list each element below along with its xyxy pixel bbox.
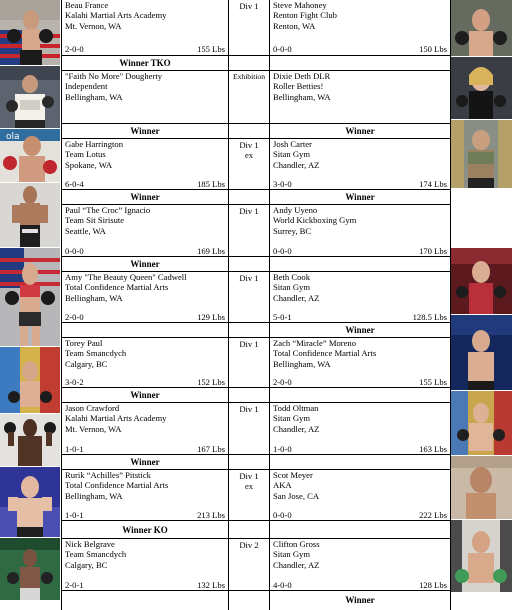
division-label: Div 1 xyxy=(239,1,259,11)
fighter-weight: 129 Lbs xyxy=(197,311,225,322)
fighter-city: Chandler, AZ xyxy=(273,423,320,434)
division-sublabel: ex xyxy=(244,150,254,160)
fighter-city: Chandler, AZ xyxy=(273,292,320,303)
division-cell xyxy=(229,205,270,257)
fighter-weight: 213 Lbs xyxy=(197,509,225,520)
left-fighter-cell xyxy=(62,403,229,455)
division-cell xyxy=(229,403,270,455)
result-mid xyxy=(229,455,270,470)
bout-row xyxy=(62,402,450,455)
svg-text:ola: ola xyxy=(6,132,20,142)
right-fighter-cell xyxy=(270,139,450,190)
fighter-team: Team Smancdych xyxy=(65,348,127,359)
fighter-photo-beth-cook xyxy=(450,248,512,314)
fighter-team: Total Confidence Martial Arts xyxy=(65,282,169,293)
fighter-city: Mt. Vernon, WA xyxy=(65,423,122,434)
fighter-team: Kalahi Martial Arts Academy xyxy=(65,10,167,21)
fighter-record: 1-0-0 xyxy=(273,443,292,454)
result-row xyxy=(62,454,450,470)
result-right xyxy=(270,257,450,272)
fighter-weight: 170 Lbs xyxy=(419,245,447,256)
division-cell xyxy=(229,71,270,124)
fighter-weight: 222 Lbs xyxy=(419,509,447,520)
division-label: Div 1 xyxy=(239,140,259,150)
fighter-record: 3-0-2 xyxy=(65,376,84,387)
fighter-name: Andy Uyeno xyxy=(273,205,318,215)
fighter-name: Jason Crawford xyxy=(65,403,120,413)
fighter-weight: 128 Lbs xyxy=(419,579,447,590)
left-fighter-cell xyxy=(62,205,229,257)
fighter-name: Zach “Miracle” Moreno xyxy=(273,338,357,348)
result-mid xyxy=(229,323,270,338)
division-cell xyxy=(229,139,270,190)
fighter-photo-nick-belgrave xyxy=(0,538,60,600)
division-label: Div 1 xyxy=(239,471,259,481)
result-mid xyxy=(229,521,270,539)
fighter-photo-amy-cadwell xyxy=(0,248,60,346)
fighter-record: 1-0-1 xyxy=(65,443,84,454)
fighter-weight: 155 Lbs xyxy=(197,43,225,54)
fighter-photo-jason-crawford xyxy=(0,414,60,466)
left-fighter-cell xyxy=(62,470,229,521)
fighter-record: 5-0-1 xyxy=(273,311,292,322)
division-cell xyxy=(229,470,270,521)
fighter-team: World Kickboxing Gym xyxy=(273,215,357,226)
fighter-weight: 128.5 Lbs xyxy=(412,311,447,322)
fighter-name: Gabe Harrington xyxy=(65,139,123,149)
fighter-name: Josh Carter xyxy=(273,139,312,149)
fighter-photo-dougherty xyxy=(0,66,60,128)
bout-row xyxy=(62,138,450,190)
result-left: Winner xyxy=(62,124,229,139)
result-left: Winner xyxy=(62,455,229,470)
right-fighter-cell xyxy=(270,0,450,55)
result-right xyxy=(270,455,450,470)
fighter-city: Bellingham, WA xyxy=(65,490,123,501)
result-row xyxy=(62,256,450,272)
result-mid xyxy=(229,124,270,139)
fighter-photo-gabe-harrington xyxy=(0,129,60,182)
fighter-record: 0-0-0 xyxy=(65,245,84,256)
left-fighter-cell xyxy=(62,139,229,190)
result-left xyxy=(62,323,229,338)
division-label: Div 1 xyxy=(239,404,259,414)
fighter-team: Sitan Gym xyxy=(273,149,311,160)
fighter-record: 2-0-0 xyxy=(273,376,292,387)
fighter-photo-scot-meyer xyxy=(450,456,512,519)
fighter-city: Chandler, AZ xyxy=(273,159,320,170)
fighter-team: Independent xyxy=(65,81,108,92)
fighter-record: 0-0-0 xyxy=(273,245,292,256)
bout-table xyxy=(61,0,451,610)
fighter-photo-josh-carter xyxy=(450,120,512,188)
division-sublabel: ex xyxy=(244,481,254,491)
result-mid xyxy=(229,591,270,610)
result-right xyxy=(270,56,450,71)
result-mid xyxy=(229,257,270,272)
fighter-city: Mt. Vernon, WA xyxy=(65,20,122,31)
result-right xyxy=(270,388,450,403)
fighter-name: Beau France xyxy=(65,0,109,10)
fighter-weight: 169 Lbs xyxy=(197,245,225,256)
right-fighter-cell xyxy=(270,205,450,257)
fighter-name: Torey Paul xyxy=(65,338,103,348)
left-fighter-cell xyxy=(62,71,229,124)
result-row xyxy=(62,520,450,539)
fighter-team: Sitan Gym xyxy=(273,413,311,424)
fighter-record: 6-0-4 xyxy=(65,178,84,189)
fighter-name: Paul “The Croc” Ignacio xyxy=(65,205,151,215)
fighter-city: Surrey, BC xyxy=(273,225,312,236)
right-fighter-cell xyxy=(270,272,450,323)
division-cell xyxy=(229,539,270,591)
bout-row xyxy=(62,469,450,521)
fighter-name: Clifton Gross xyxy=(273,539,320,549)
result-row xyxy=(62,590,450,610)
fighter-record: 3-0-0 xyxy=(273,178,292,189)
fighter-photo-rurik-pitstick xyxy=(0,467,60,537)
left-fighter-cell xyxy=(62,539,229,591)
fighter-photo-clifton-gross xyxy=(450,520,512,592)
result-row xyxy=(62,123,450,139)
division-label: Div 2 xyxy=(239,540,259,550)
left-fighter-cell xyxy=(62,338,229,388)
fighter-photo-torey-paul xyxy=(0,347,60,413)
right-fighter-cell xyxy=(270,71,450,124)
right-fighter-cell xyxy=(270,539,450,591)
result-right: Winner xyxy=(345,126,375,136)
fighter-team: AKA xyxy=(273,480,292,491)
fighter-weight: 185 Lbs xyxy=(197,178,225,189)
right-fighter-cell xyxy=(270,470,450,521)
division-label: Div 1 xyxy=(239,206,259,216)
fighter-team: Renton Fight Club xyxy=(273,10,337,21)
fighter-record: 4-0-0 xyxy=(273,579,292,590)
fighter-name: Nick Belgrave xyxy=(65,539,115,549)
result-right xyxy=(270,521,450,539)
division-label: Div 1 xyxy=(239,273,259,283)
fighter-weight: 155 Lbs xyxy=(419,376,447,387)
fighter-weight: 163 Lbs xyxy=(419,443,447,454)
result-left: Winner TKO xyxy=(62,56,229,71)
left-fighter-cell xyxy=(62,272,229,323)
fighter-weight: 150 Lbs xyxy=(419,43,447,54)
result-row xyxy=(62,387,450,403)
fighter-city: Renton, WA xyxy=(273,20,316,31)
fighter-record: 2-0-1 xyxy=(65,579,84,590)
fighter-city: Bellingham, WA xyxy=(65,91,123,102)
fighter-city: Chandler, AZ xyxy=(273,559,320,570)
fighter-record: 2-0-0 xyxy=(65,43,84,54)
fighter-photo-steve-mahoney xyxy=(450,0,512,56)
result-left: Winner xyxy=(62,388,229,403)
fighter-weight: 152 Lbs xyxy=(197,376,225,387)
fighter-city: Calgary, BC xyxy=(65,559,108,570)
division-cell xyxy=(229,272,270,323)
fighter-record: 0-0-0 xyxy=(273,509,292,520)
fighter-name: Scot Meyer xyxy=(273,470,313,480)
fighter-name: Dixie Deth DLR xyxy=(273,71,331,81)
fighter-photo-zach-moreno xyxy=(450,315,512,390)
fighter-name: Rurik “Achilles” Pitstick xyxy=(65,470,151,480)
result-left: Winner KO xyxy=(62,521,229,539)
result-mid xyxy=(229,190,270,205)
division-label: Div 1 xyxy=(239,339,259,349)
fighter-weight: 167 Lbs xyxy=(197,443,225,454)
fighter-name: Amy "The Beauty Queen" Cadwell xyxy=(65,272,187,282)
result-mid xyxy=(229,56,270,71)
fighter-photo-todd-oltman xyxy=(450,391,512,455)
result-row xyxy=(62,55,450,71)
fighter-team: Team Sit Sirisute xyxy=(65,215,125,226)
fighter-city: San Jose, CA xyxy=(273,490,320,501)
fighter-record: 2-0-0 xyxy=(65,311,84,322)
fighter-photo-dixie-deth xyxy=(450,57,512,119)
fighter-record: 0-0-0 xyxy=(273,43,292,54)
fighter-city: Bellingham, WA xyxy=(65,292,123,303)
fighter-city: Bellingham, WA xyxy=(273,358,331,369)
fighter-team: Total Confidence Martial Arts xyxy=(273,348,377,359)
result-right: Winner xyxy=(345,192,375,202)
fighter-city: Calgary, BC xyxy=(65,358,108,369)
result-row xyxy=(62,189,450,205)
fighter-photo-paul-ignacio xyxy=(0,183,60,247)
bout-row xyxy=(62,204,450,257)
fighter-name: Todd Oltman xyxy=(273,403,319,413)
fighter-name: "Faith No More" Dougherty xyxy=(65,71,162,81)
fighter-weight: 132 Lbs xyxy=(197,579,225,590)
fighter-team: Sitan Gym xyxy=(273,282,311,293)
result-left xyxy=(62,591,229,610)
result-right: Winner xyxy=(345,325,375,335)
division-cell xyxy=(229,0,270,55)
result-mid xyxy=(229,388,270,403)
right-fighter-cell xyxy=(270,403,450,455)
fighter-team: Total Confidence Martial Arts xyxy=(65,480,169,491)
fighter-team: Team Smancdych xyxy=(65,549,127,560)
right-fighter-cell xyxy=(270,338,450,388)
result-row xyxy=(62,322,450,338)
division-cell xyxy=(229,338,270,388)
bout-row xyxy=(62,538,450,591)
bout-row xyxy=(62,337,450,388)
fighter-name: Steve Mahoney xyxy=(273,0,327,10)
result-left: Winner xyxy=(62,257,229,272)
fighter-weight: 174 Lbs xyxy=(419,178,447,189)
fighter-team: Roller Betties! xyxy=(273,81,324,92)
bout-row xyxy=(62,271,450,323)
result-left: Winner xyxy=(62,190,229,205)
result-right: Winner xyxy=(345,595,375,605)
fighter-photo-beau-france xyxy=(0,0,60,65)
bout-row xyxy=(62,0,450,55)
fighter-name: Beth Cook xyxy=(273,272,311,282)
fighter-city: Seattle, WA xyxy=(65,225,106,236)
fighter-team: Team Lotus xyxy=(65,149,106,160)
division-label: Exhibition xyxy=(232,72,266,81)
fighter-record: 1-0-1 xyxy=(65,509,84,520)
fighter-team: Sitan Gym xyxy=(273,549,311,560)
fighter-city: Spokane, WA xyxy=(65,159,113,170)
fighter-city: Bellingham, WA xyxy=(273,91,331,102)
bout-row xyxy=(62,70,450,124)
fighter-team: Kalahi Martial Arts Academy xyxy=(65,413,167,424)
left-fighter-cell xyxy=(62,0,229,55)
